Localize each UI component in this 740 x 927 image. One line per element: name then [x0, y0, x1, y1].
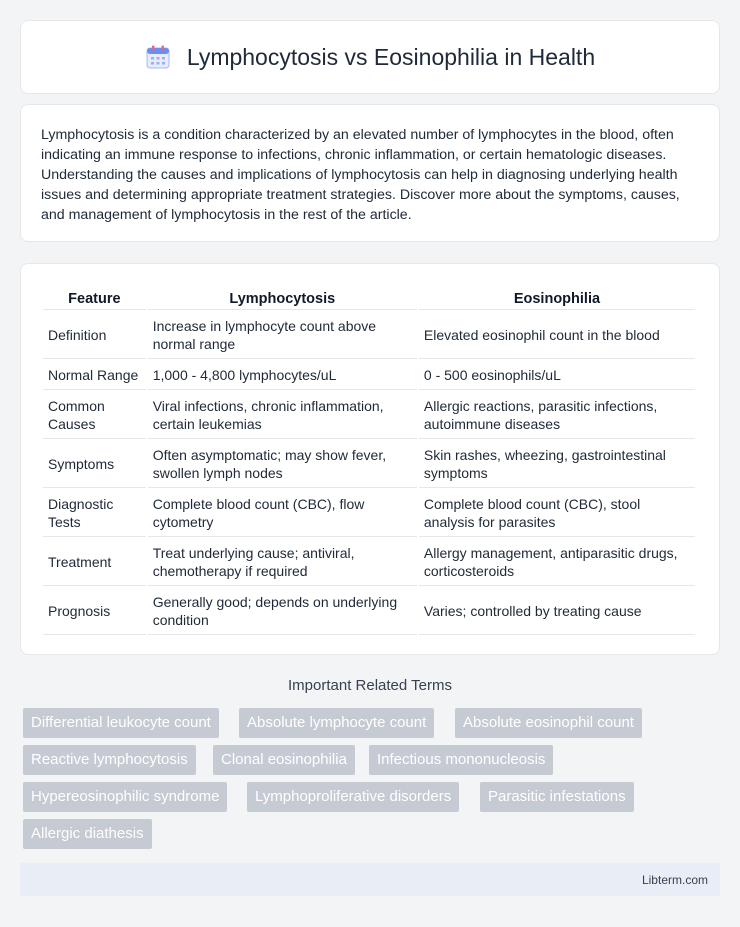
table-row	[43, 441, 695, 488]
related-term-tag[interactable]: Lymphoproliferative disorders	[247, 782, 459, 812]
related-term-tag[interactable]: Absolute lymphocyte count	[239, 708, 434, 738]
cell-feature: Definition	[43, 312, 146, 359]
cell-lymphocytosis: Increase in lymphocyte count above normal range	[148, 312, 417, 359]
cell-lymphocytosis: Viral infections, chronic inflammation, certain leukemias	[148, 392, 417, 439]
footer-site-link[interactable]: Libterm.com	[641, 872, 708, 887]
cell-lymphocytosis: Treat underlying cause; antiviral, chemotherapy if required	[148, 539, 417, 586]
intro-card	[20, 104, 720, 242]
related-term-tag[interactable]: Infectious mononucleosis	[369, 745, 553, 775]
cell-lymphocytosis: Complete blood count (CBC), flow cytometry	[148, 490, 417, 537]
table-row	[43, 588, 695, 635]
cell-feature: Symptoms	[43, 441, 146, 488]
table-row	[43, 490, 695, 537]
col-header-eosinophilia: Eosinophilia	[419, 288, 695, 310]
related-term-tag[interactable]: Parasitic infestations	[480, 782, 634, 812]
cell-feature: Diagnostic Tests	[43, 490, 146, 537]
calendar-icon	[145, 44, 171, 70]
related-term-tag[interactable]: Clonal eosinophilia	[213, 745, 355, 775]
comparison-table	[41, 286, 697, 637]
related-term-tag[interactable]: Reactive lymphocytosis	[23, 745, 196, 775]
cell-eosinophilia: Allergic reactions, parasitic infections, autoimmune diseases	[419, 392, 695, 439]
related-term-tag[interactable]: Absolute eosinophil count	[455, 708, 642, 738]
table-row	[43, 539, 695, 586]
cell-eosinophilia: Complete blood count (CBC), stool analysis for parasites	[419, 490, 695, 537]
cell-eosinophilia: Skin rashes, wheezing, gastrointestinal symptoms	[419, 441, 695, 488]
col-header-lymphocytosis: Lymphocytosis	[148, 288, 417, 310]
table-header-row	[43, 288, 695, 310]
cell-eosinophilia: 0 - 500 eosinophils/uL	[419, 361, 695, 390]
table-row	[43, 312, 695, 359]
cell-feature: Prognosis	[43, 588, 146, 635]
cell-eosinophilia: Allergy management, antiparasitic drugs, corticosteroids	[419, 539, 695, 586]
related-term-tag[interactable]: Hypereosinophilic syndrome	[23, 782, 227, 812]
related-term-tag[interactable]: Allergic diathesis	[23, 819, 152, 849]
intro-text: Lymphocytosis is a condition characterized by an elevated number of lymphocytes in the blood, often indicating an immune response to infections, chronic inflammation, or certain hematologic diseases. Understanding the causes and implications of lymphocytosis can help in diagnosing underlying health issues and determining appropriate treatment strategies. Discover more about the symptoms, causes, and management of lymphocytosis in the rest of the article.	[41, 127, 680, 223]
comparison-table-card	[20, 263, 720, 655]
table-row	[43, 392, 695, 439]
col-header-feature: Feature	[43, 288, 146, 310]
related-term-tag[interactable]: Differential leukocyte count	[23, 708, 219, 738]
header-card	[20, 20, 720, 94]
table-row	[43, 361, 695, 390]
cell-feature: Common Causes	[43, 392, 146, 439]
cell-feature: Normal Range	[43, 361, 146, 390]
cell-lymphocytosis: 1,000 - 4,800 lymphocytes/uL	[148, 361, 417, 390]
cell-feature: Treatment	[43, 539, 146, 586]
cell-lymphocytosis: Generally good; depends on underlying condition	[148, 588, 417, 635]
cell-lymphocytosis: Often asymptomatic; may show fever, swollen lymph nodes	[148, 441, 417, 488]
cell-eosinophilia: Varies; controlled by treating cause	[419, 588, 695, 635]
footer	[20, 863, 720, 896]
page-title: Lymphocytosis vs Eosinophilia in Health	[186, 43, 596, 70]
cell-eosinophilia: Elevated eosinophil count in the blood	[419, 312, 695, 359]
related-terms-title: Important Related Terms	[288, 677, 452, 694]
